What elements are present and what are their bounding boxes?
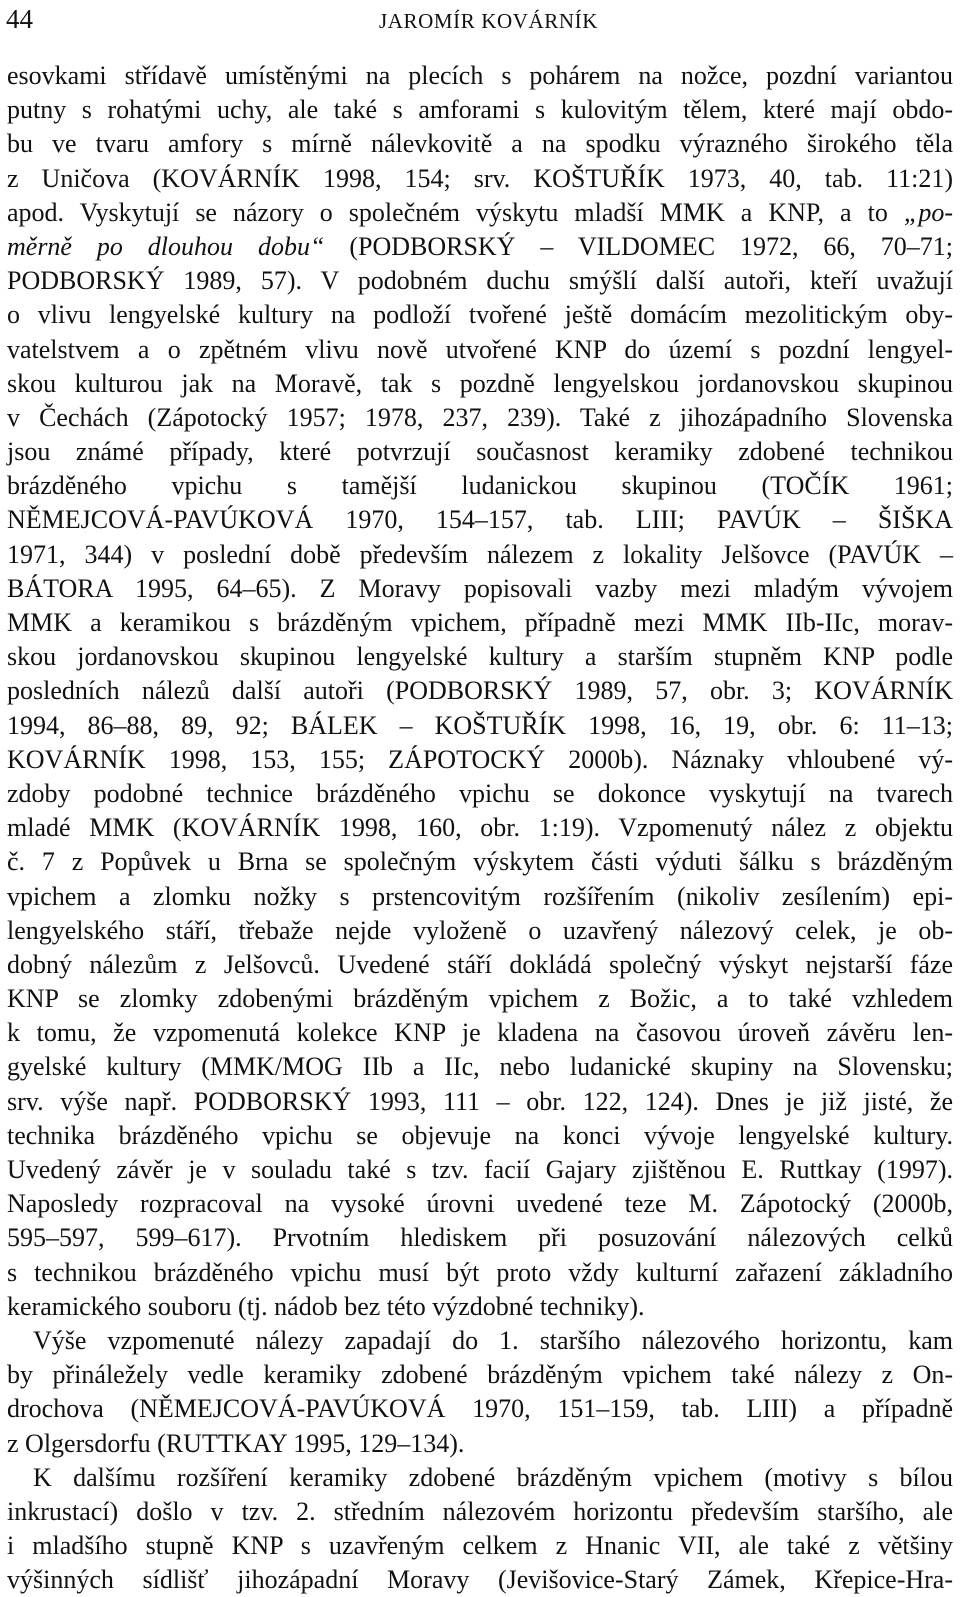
line-text: dobný nálezům z Jelšovců. Uvedené stáří dokládá společný výskyt nejstarší fáze <box>7 949 953 979</box>
text-line <box>7 367 953 401</box>
text-line <box>7 606 953 640</box>
text-line <box>7 674 953 708</box>
text-line <box>7 333 953 367</box>
line-text: brázděného vpichu s tamější ludanickou skupinou (TOČÍK 1961; <box>7 471 953 501</box>
line-text: k tomu, že vzpomenutá kolekce KNP je kladena na časovou úroveň závěru len- <box>7 1018 953 1048</box>
text-line <box>7 1119 953 1153</box>
line-text: by přináležely vedle keramiky zdobené brázděným vpichem také nálezy z On- <box>7 1360 953 1390</box>
line-text: KOVÁRNÍK 1998, 153, 155; ZÁPOTOCKÝ 2000b). Náznaky vhloubené vý- <box>7 744 953 774</box>
text-line <box>7 914 953 948</box>
line-text: Uvedený závěr je v souladu také s tzv. facií Gajary zjištěnou E. Ruttkay (1997). <box>7 1155 953 1184</box>
text-line <box>7 435 953 469</box>
text-line <box>7 1256 953 1290</box>
line-text: lengyelského stáří, třebaže nejde vyloženě o uzavřený nálezový celek, je ob- <box>7 915 953 945</box>
line-text: esovkami střídavě umístěnými na plecích s pohárem na nožce, pozdní variantou <box>7 61 953 90</box>
text-line <box>7 811 953 845</box>
line-text: skou kulturou jak na Moravě, tak s pozdně lengyelskou jordanovskou skupinou <box>7 368 953 398</box>
line-text: putny s rohatými uchy, ale také s amforami s kulovitým tělem, které mají obdo- <box>7 95 953 125</box>
page-number: 44 <box>6 4 33 34</box>
italic-quote: měrně po dlouhou dobu“ <box>7 231 325 261</box>
text-line <box>7 93 953 127</box>
text-line <box>7 127 953 161</box>
line-text: keramického souboru (tj. nádob bez této výzdobné techniky). <box>7 1291 645 1321</box>
text-line <box>7 1016 953 1050</box>
text-line <box>7 230 953 264</box>
body-text <box>7 59 953 1597</box>
page-header <box>6 4 954 38</box>
text-line <box>7 59 953 93</box>
text-line <box>7 777 953 811</box>
text-line <box>7 196 953 230</box>
running-head: JAROMÍR KOVÁRNÍK <box>379 9 599 33</box>
text-line <box>7 640 953 674</box>
line-text: PODBORSKÝ 1989, 57). V podobném duchu smýšlí další autoři, kteří uvažují <box>7 266 953 296</box>
line-text: skou jordanovskou skupinou lengyelské kultury a starším stupněm KNP podle <box>7 642 953 672</box>
line-text: (PODBORSKÝ – VILDOMEC 1972, 66, 70–71; <box>324 231 953 261</box>
text-line <box>7 1221 953 1255</box>
line-text: i mladšího stupně KNP s uzavřeným celkem z Hnanic VII, ale také z většiny <box>7 1531 953 1561</box>
line-text: vpichem a zlomku nožky s prstencovitým rozšířením (nikoliv zesílením) epi- <box>7 881 953 911</box>
text-line <box>7 709 953 743</box>
line-text: zdoby podobné technice brázděného vpichu se dokonce vyskytují na tvarech <box>7 778 953 808</box>
line-text: z Uničova (KOVÁRNÍK 1998, 154; srv. KOŠTUŘÍK 1973, 40, tab. 11:21) <box>7 163 953 193</box>
line-text: posledních nálezů další autoři (PODBORSKÝ 1989, 57, obr. 3; KOVÁRNÍK <box>7 676 953 706</box>
line-text: o vlivu lengyelské kultury na podloží tvořené ještě domácím mezolitickým oby- <box>7 300 953 330</box>
line-text: Výše vzpomenuté nálezy zapadají do 1. staršího nálezového horizontu, kam <box>33 1325 953 1355</box>
line-text: gyelské kultury (MMK/MOG IIb a IIc, nebo ludanické skupiny na Slovensku; <box>7 1052 953 1082</box>
line-text: technika brázděného vpichu se objevuje na konci vývoje lengyelské kultury. <box>7 1120 953 1150</box>
text-line <box>7 298 953 332</box>
line-text: 595–597, 599–617). Prvotním hlediskem při posuzování nálezových celků <box>7 1223 953 1253</box>
text-line <box>7 1153 953 1187</box>
text-line <box>7 264 953 298</box>
line-text: vatelstvem a o zpětném vlivu nově utvořené KNP do území s pozdní lengyel- <box>7 334 953 364</box>
line-text: 1994, 86–88, 89, 92; BÁLEK – KOŠTUŘÍK 1998, 16, 19, obr. 6: 11–13; <box>7 710 953 740</box>
line-text: bu ve tvaru amfory s mírně nálevkovitě a na spodku výrazného širokého těla <box>7 129 953 159</box>
text-line <box>7 503 953 537</box>
text-line <box>7 1187 953 1221</box>
text-line <box>7 1461 953 1495</box>
text-line <box>7 572 953 606</box>
line-text: s technikou brázděného vpichu musí být proto vždy kulturní zařazení základního <box>7 1257 953 1287</box>
line-text: inkrustací) došlo v tzv. 2. středním nálezovém horizontu především staršího, ale <box>7 1496 953 1526</box>
text-line <box>7 880 953 914</box>
text-line <box>7 162 953 196</box>
italic-quote: „po- <box>903 197 953 227</box>
text-line <box>7 1495 953 1529</box>
text-line <box>7 1358 953 1392</box>
line-text: srv. výše např. PODBORSKÝ 1993, 111 – obr. 122, 124). Dnes je již jisté, že <box>7 1086 953 1116</box>
line-text: z Olgersdorfu (RUTTKAY 1995, 129–134). <box>7 1428 465 1458</box>
text-line <box>7 1290 953 1324</box>
text-line <box>7 982 953 1016</box>
text-line <box>7 1324 953 1358</box>
text-line <box>7 1392 953 1426</box>
line-text: KNP se zlomky zdobenými brázděným vpichem z Božic, a to také vzhledem <box>7 984 953 1014</box>
text-line <box>7 948 953 982</box>
text-line <box>7 845 953 879</box>
line-text: 1971, 344) v poslední době především nálezem z lokality Jelšovce (PAVÚK – <box>7 539 953 569</box>
text-line <box>7 1563 953 1597</box>
line-text: BÁTORA 1995, 64–65). Z Moravy popisovali vazby mezi mladým vývojem <box>7 573 953 603</box>
line-text: výšinných sídlišť jihozápadní Moravy (Jevišovice-Starý Zámek, Křepice-Hra- <box>7 1565 953 1595</box>
line-text: apod. Vyskytují se názory o společném výskytu mladší MMK a KNP, a to <box>7 197 904 227</box>
text-line <box>7 1427 953 1461</box>
line-text: NĚMEJCOVÁ-PAVÚKOVÁ 1970, 154–157, tab. LIII; PAVÚK – ŠIŠKA <box>7 505 953 535</box>
text-line <box>7 1085 953 1119</box>
text-line <box>7 1529 953 1563</box>
line-text: jsou známé případy, které potvrzují současnost keramiky zdobené technikou <box>7 437 953 467</box>
text-line <box>7 469 953 503</box>
line-text: č. 7 z Popůvek u Brna se společným výskytem části výduti šálku s brázděným <box>7 847 953 877</box>
text-line <box>7 743 953 777</box>
text-line <box>7 538 953 572</box>
text-line <box>7 401 953 435</box>
text-line <box>7 1050 953 1084</box>
line-text: mladé MMK (KOVÁRNÍK 1998, 160, obr. 1:19). Vzpomenutý nález z objektu <box>7 813 953 843</box>
line-text: drochova (NĚMEJCOVÁ-PAVÚKOVÁ 1970, 151–159, tab. LIII) a případně <box>7 1394 953 1424</box>
line-text: K dalšímu rozšíření keramiky zdobené brázděným vpichem (motivy s bílou <box>33 1462 953 1492</box>
line-text: v Čechách (Zápotocký 1957; 1978, 237, 239). Také z jihozápadního Slovenska <box>7 402 953 432</box>
line-text: Naposledy rozpracoval na vysoké úrovni uvedené teze M. Zápotocký (2000b, <box>7 1189 953 1219</box>
line-text: MMK a keramikou s brázděným vpichem, případně mezi MMK IIb-IIc, morav- <box>7 608 953 637</box>
